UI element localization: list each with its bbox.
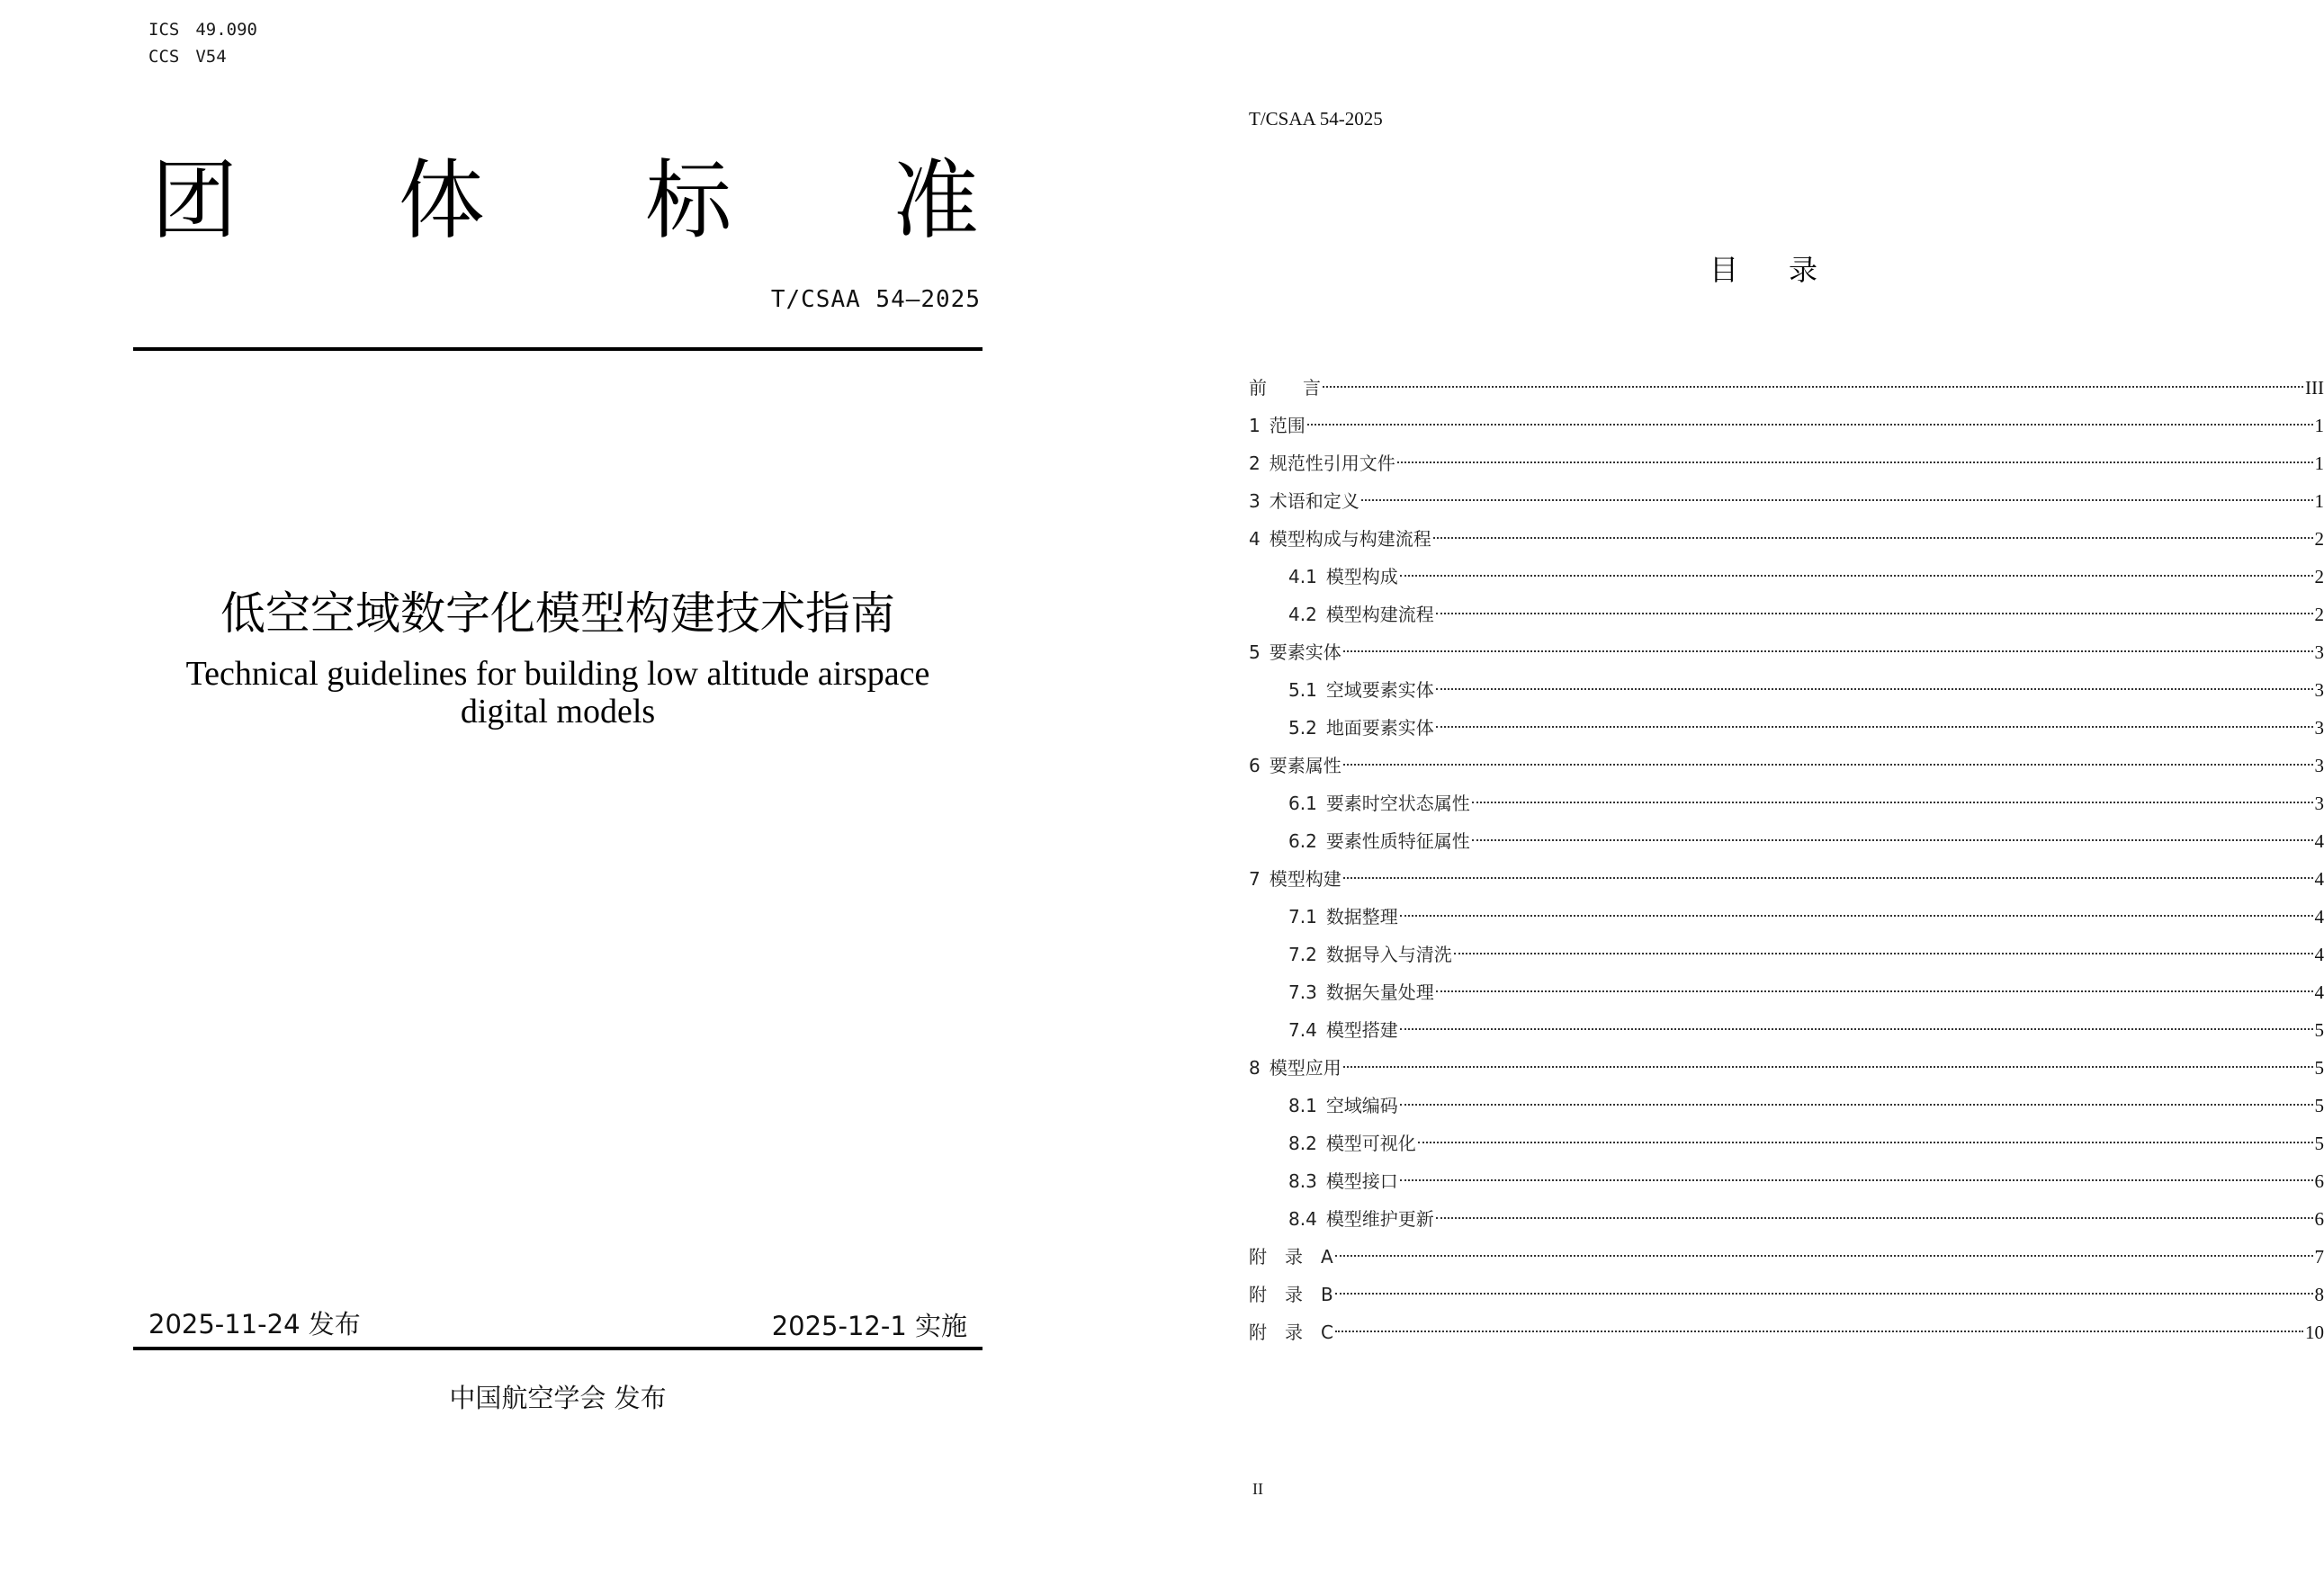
toc-entry[interactable]: [1249, 407, 2324, 444]
implementation-date: 2025-12-1 实施: [771, 1311, 967, 1341]
toc-entry[interactable]: [1249, 596, 2324, 633]
bottom-divider: [133, 1347, 983, 1350]
toc-entry-page: 3: [2314, 717, 2324, 739]
dot-leader: [1472, 839, 2313, 841]
dot-leader: [1436, 726, 2313, 728]
standard-type-char: 体: [398, 150, 485, 251]
toc-entry-label: 要素性质特征属性: [1325, 830, 1470, 852]
toc-entry-page: 4: [2314, 981, 2324, 1003]
page-header-standard-number: T/CSAA 54-2025: [1249, 108, 1383, 130]
dot-leader: [1436, 613, 2313, 614]
toc-entry-label: 模型构成: [1325, 566, 1398, 587]
ccs-label: CCS: [148, 47, 180, 67]
ics-label: ICS: [148, 20, 180, 40]
toc-entry-number: 4: [1249, 528, 1261, 550]
toc-entry-number: 7.4: [1288, 1019, 1317, 1041]
toc-entry-label: 范围: [1269, 415, 1306, 436]
dot-leader: [1397, 461, 2313, 463]
toc-entry-label: 规范性引用文件: [1269, 452, 1395, 474]
publisher: 中国航空学会 发布: [449, 1383, 667, 1413]
ics-code: [148, 16, 257, 43]
toc-entry-label: 要素时空状态属性: [1325, 793, 1470, 814]
toc-entry-page: 4: [2314, 830, 2324, 852]
toc-entry-number: 8.3: [1288, 1170, 1317, 1192]
toc-list: [1249, 369, 2324, 1351]
dot-leader: [1335, 1293, 2313, 1295]
toc-entry-label: 数据矢量处理: [1325, 981, 1434, 1003]
dot-leader: [1343, 650, 2313, 652]
dot-leader: [1323, 386, 2303, 388]
toc-entry-label: 附 录 C: [1249, 1322, 1333, 1343]
toc-entry[interactable]: [1249, 558, 2324, 596]
toc-entry[interactable]: [1249, 822, 2324, 860]
toc-entry-page: 5: [2314, 1095, 2324, 1116]
standard-type-char: 团: [151, 150, 238, 251]
toc-entry-page: 4: [2314, 944, 2324, 965]
toc-entry[interactable]: [1249, 784, 2324, 822]
toc-entry-number: 1: [1249, 415, 1261, 436]
toc-entry-page: 2: [2314, 528, 2324, 550]
toc-entry-label: 模型搭建: [1325, 1019, 1398, 1041]
ccs-value: V54: [195, 47, 227, 67]
dot-leader: [1343, 764, 2313, 766]
toc-entry[interactable]: [1249, 671, 2324, 709]
toc-entry-label: 数据整理: [1325, 906, 1398, 927]
toc-entry-label: 模型维护更新: [1325, 1208, 1434, 1230]
cover-page: [0, 0, 1116, 1577]
toc-entry[interactable]: [1249, 1313, 2324, 1351]
toc-entry-page: 8: [2314, 1284, 2324, 1305]
toc-entry-page: 4: [2314, 906, 2324, 927]
toc-entry[interactable]: [1249, 709, 2324, 747]
toc-entry-page: 1: [2314, 490, 2324, 512]
toc-entry-number: 7: [1249, 868, 1261, 890]
toc-entry-page: 3: [2314, 679, 2324, 701]
toc-entry-page: III: [2305, 377, 2324, 399]
toc-entry[interactable]: [1249, 444, 2324, 482]
toc-entry[interactable]: [1249, 898, 2324, 936]
toc-entry-page: 6: [2314, 1170, 2324, 1192]
document-title-english: [0, 655, 1116, 730]
toc-entry-number: 4.2: [1288, 604, 1317, 625]
document-title-chinese: 低空空域数字化模型构建技术指南: [220, 587, 895, 640]
toc-heading-char: 目: [1709, 253, 1738, 287]
dot-leader: [1400, 1104, 2313, 1106]
top-divider: [133, 347, 983, 351]
standard-type-heading: [151, 151, 979, 250]
dot-leader: [1418, 1142, 2313, 1143]
toc-entry[interactable]: [1249, 860, 2324, 898]
toc-entry-number: 5: [1249, 641, 1261, 663]
toc-entry-page: 4: [2314, 868, 2324, 890]
toc-entry-number: 8: [1249, 1057, 1261, 1079]
toc-entry-label: 模型接口: [1325, 1170, 1398, 1192]
toc-entry[interactable]: [1249, 1087, 2324, 1125]
toc-entry-label: 要素属性: [1269, 755, 1341, 776]
toc-entry[interactable]: [1249, 1200, 2324, 1238]
toc-entry[interactable]: [1249, 973, 2324, 1011]
toc-entry[interactable]: [1249, 1011, 2324, 1049]
standard-type-char: 准: [892, 150, 979, 251]
title-english-line-2: digital models: [460, 693, 656, 730]
toc-entry-page: 2: [2314, 566, 2324, 587]
toc-entry-number: 6.2: [1288, 830, 1317, 852]
toc-entry-label: 模型构建流程: [1325, 604, 1434, 625]
dot-leader: [1400, 1179, 2313, 1181]
toc-heading: [1116, 247, 2231, 289]
toc-entry-page: 1: [2314, 415, 2324, 436]
toc-entry-page: 2: [2314, 604, 2324, 625]
dot-leader: [1335, 1331, 2303, 1332]
toc-entry-label: 附 录 B: [1249, 1284, 1333, 1305]
toc-entry-label: 数据导入与清洗: [1325, 944, 1452, 965]
toc-entry-page: 10: [2305, 1322, 2324, 1343]
dot-leader: [1335, 1255, 2313, 1257]
dot-leader: [1436, 688, 2313, 690]
toc-entry-number: 2: [1249, 452, 1261, 474]
toc-entry-number: 3: [1249, 490, 1261, 512]
toc-entry-label: 模型构成与构建流程: [1269, 528, 1431, 550]
toc-entry-page: 6: [2314, 1208, 2324, 1230]
toc-entry[interactable]: [1249, 1049, 2324, 1087]
toc-entry-number: 7.3: [1288, 981, 1317, 1003]
toc-entry-page: 7: [2314, 1246, 2324, 1268]
toc-entry-page: 5: [2314, 1019, 2324, 1041]
toc-entry-page: 5: [2314, 1057, 2324, 1079]
dot-leader: [1400, 1028, 2313, 1030]
dot-leader: [1436, 990, 2313, 992]
toc-entry[interactable]: [1249, 520, 2324, 558]
toc-entry[interactable]: [1249, 747, 2324, 784]
toc-entry[interactable]: [1249, 482, 2324, 520]
toc-entry-number: 5.2: [1288, 717, 1317, 739]
toc-entry[interactable]: [1249, 1125, 2324, 1162]
toc-entry-number: 7.1: [1288, 906, 1317, 927]
dot-leader: [1436, 1217, 2313, 1219]
standard-type-char: 标: [645, 150, 732, 251]
toc-entry-page: 3: [2314, 793, 2324, 814]
toc-entry-page: 3: [2314, 641, 2324, 663]
toc-entry-number: 5.1: [1288, 679, 1317, 701]
toc-entry[interactable]: [1249, 1276, 2324, 1313]
dot-leader: [1400, 915, 2313, 917]
toc-entry-page: 3: [2314, 755, 2324, 776]
toc-entry-label: 模型构建: [1269, 868, 1341, 890]
toc-entry[interactable]: [1249, 1162, 2324, 1200]
ccs-code: [148, 43, 257, 70]
toc-entry-number: 8.2: [1288, 1133, 1317, 1154]
toc-entry-number: 6: [1249, 755, 1261, 776]
toc-entry-label: 地面要素实体: [1325, 717, 1434, 739]
dot-leader: [1307, 424, 2313, 426]
issue-date: 2025-11-24 发布: [148, 1309, 361, 1340]
toc-entry-label: 术语和定义: [1269, 490, 1359, 512]
classification-codes: [148, 16, 257, 70]
toc-entry-label: 模型可视化: [1325, 1133, 1416, 1154]
toc-entry-label: 要素实体: [1269, 641, 1341, 663]
dot-leader: [1343, 1066, 2313, 1068]
dot-leader: [1400, 575, 2313, 577]
dot-leader: [1433, 537, 2313, 539]
toc-entry-label: 空域要素实体: [1325, 679, 1434, 701]
page-number: II: [1252, 1480, 1263, 1498]
toc-entry-number: 4.1: [1288, 566, 1317, 587]
toc-entry-label: 附 录 A: [1249, 1246, 1333, 1268]
dot-leader: [1472, 802, 2313, 803]
toc-entry[interactable]: [1249, 936, 2324, 973]
toc-entry-number: 8.4: [1288, 1208, 1317, 1230]
toc-entry-number: 6.1: [1288, 793, 1317, 814]
toc-entry-number: 7.2: [1288, 944, 1317, 965]
toc-entry-page: 5: [2314, 1133, 2324, 1154]
standard-number: T/CSAA 54—2025: [770, 286, 981, 313]
toc-entry-label: 模型应用: [1269, 1057, 1341, 1079]
toc-entry-number: 8.1: [1288, 1095, 1317, 1116]
toc-entry[interactable]: [1249, 633, 2324, 671]
toc-entry-label: 前 言: [1249, 377, 1321, 399]
ics-value: 49.090: [195, 20, 257, 40]
toc-heading-char: 录: [1789, 253, 1818, 287]
toc-entry[interactable]: [1249, 1238, 2324, 1276]
toc-entry[interactable]: [1249, 369, 2324, 407]
dot-leader: [1343, 877, 2313, 879]
title-english-line-1: Technical guidelines for building low altitude airspace: [185, 655, 930, 693]
dot-leader: [1454, 953, 2313, 954]
toc-entry-page: 1: [2314, 452, 2324, 474]
toc-entry-label: 空域编码: [1325, 1095, 1398, 1116]
table-of-contents-page: [1116, 0, 2324, 1577]
dot-leader: [1361, 499, 2313, 501]
